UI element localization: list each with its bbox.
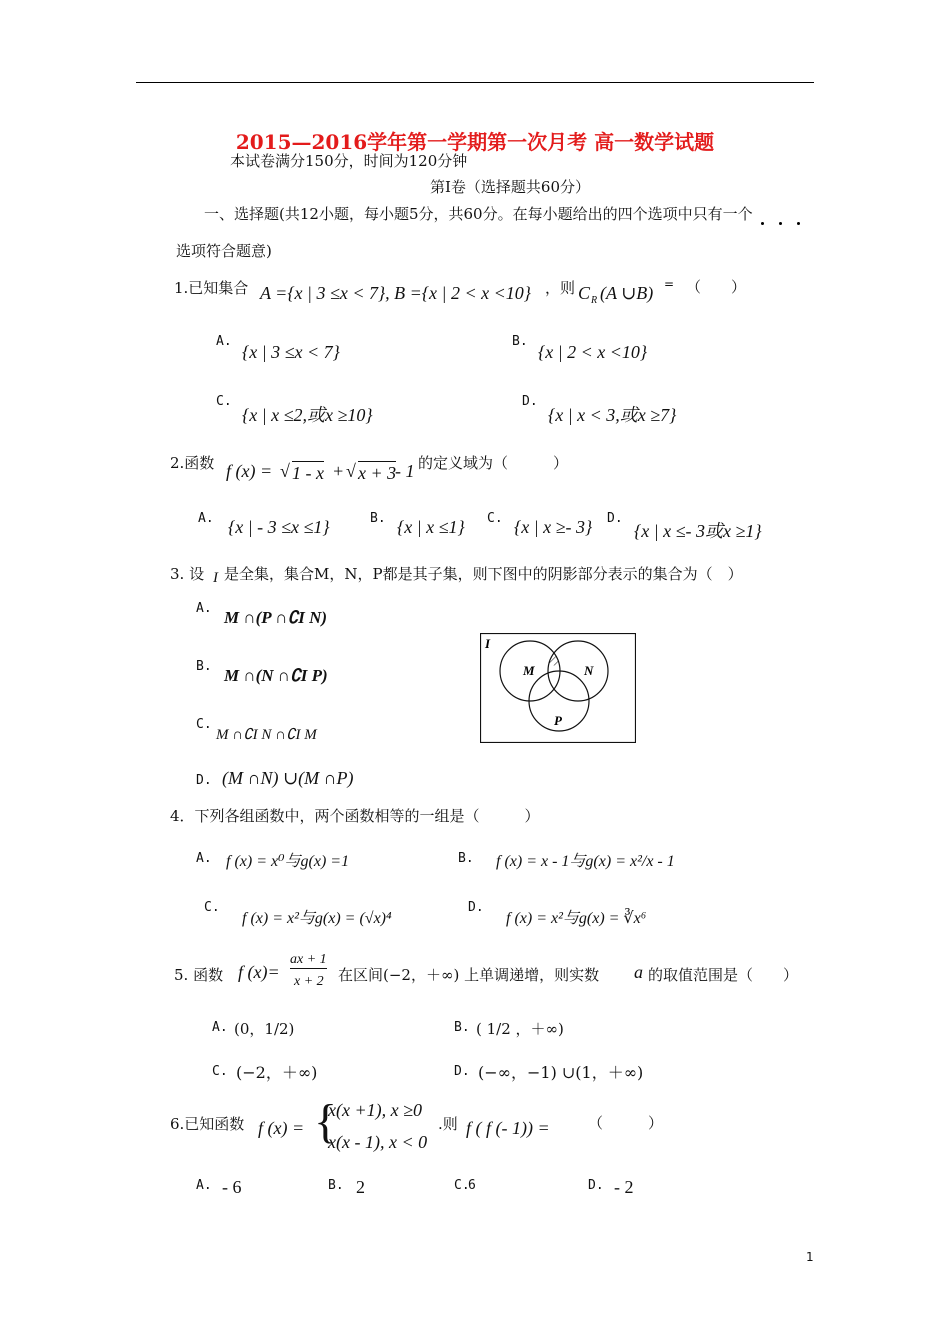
q1-target: C [578, 283, 591, 303]
exam-title: 2015—2016学年第一学期第一次月考 高一数学试题 [235, 130, 715, 154]
q4-option-d: f (x) = x²与g(x) = ∛x⁶ [506, 910, 647, 927]
q1-option-a-label: A. [216, 334, 232, 349]
venn-label-i: I [485, 636, 491, 651]
q5-stem-a: 5. 函数 [174, 966, 224, 984]
q2-radicand-1: 1 - x [292, 463, 324, 483]
venn-diagram [480, 633, 636, 743]
q4-option-a-label: A. [196, 851, 212, 866]
q2-option-c: {x | x ≥- 3} [514, 517, 593, 537]
q4-option-a: f (x) = x⁰与g(x) =1 [226, 853, 350, 870]
q6-case-2: x(x - 1), x < 0 [328, 1132, 428, 1152]
instructions-line-1: 一、选择题(共12小题，每小题5分，共60分。在每小题给出的四个选项中只有一个 [204, 205, 753, 223]
q5-stem-b: 在区间(−2，＋∞) 上单调递增，则实数 [338, 966, 600, 984]
q6-option-b: 2 [356, 1177, 365, 1197]
q2-option-b-label: B. [370, 511, 386, 526]
q3-option-c-label: C. [196, 717, 212, 732]
q5-option-c-label: C. [212, 1064, 228, 1079]
q5-a-var: a [634, 962, 643, 982]
q3-option-c: M ∩∁I N ∩∁I M [216, 727, 317, 743]
q3-option-b: M ∩(N ∩∁I P) [224, 666, 328, 685]
q1-option-c: {x | x ≤2,或x ≥10} [242, 405, 373, 425]
q4-option-c: f (x) = x²与g(x) = (√x)⁴ [242, 910, 392, 927]
q3-option-a-label: A. [196, 601, 212, 616]
q6-fx: f (x) = [258, 1118, 305, 1138]
q5-numerator: ax + 1 [290, 952, 327, 967]
q3-option-d: (M ∩N) ∪(M ∩P) [222, 768, 354, 788]
q5-option-c: (−2，＋∞) [236, 1063, 318, 1082]
q3-option-b-label: B. [196, 659, 212, 674]
q6-option-c: 6 [468, 1178, 476, 1193]
q3-stem-b: 是全集，集合M，N，P都是其子集，则下图中的阴影部分表示的集合为（ ） [224, 565, 743, 583]
header-rule [136, 82, 814, 83]
q3-option-a: M ∩(P ∩∁I N) [224, 608, 328, 627]
q2-fx: f (x) = [226, 461, 273, 481]
q1-equals: = [664, 277, 675, 291]
q2-option-b: {x | x ≤1} [397, 517, 465, 537]
q1-then: ，则 [545, 279, 576, 297]
q5-option-d: (−∞，−1) ∪(1，＋∞) [478, 1063, 644, 1082]
q3-option-d-label: D. [196, 773, 212, 788]
page-number: 1 [806, 1250, 814, 1264]
venn-label-p: P [554, 713, 562, 728]
q2-sqrt-sign-2: √ [346, 461, 356, 481]
emphasis-dot [761, 222, 764, 225]
q2-radicand-2: x + 3 [358, 463, 397, 483]
q2-rest: 的定义域为（ ） [418, 454, 569, 472]
q2-option-a: {x | - 3 ≤x ≤1} [228, 517, 330, 537]
q6-option-b-label: B. [328, 1178, 344, 1193]
q2-option-d-label: D. [607, 511, 623, 526]
q5-option-d-label: D. [454, 1064, 470, 1079]
q1-target-sub: R [591, 295, 598, 306]
q5-option-a: (0，1/2) [234, 1020, 295, 1038]
q1-stem: 1.已知集合 [174, 279, 249, 297]
q2-option-a-label: A. [198, 511, 214, 526]
q5-option-b: ( 1/2 ，＋∞) [476, 1020, 564, 1038]
q5-option-a-label: A. [212, 1020, 228, 1035]
q2-option-d: {x | x ≤- 3或x ≥1} [634, 521, 762, 541]
instructions-line-2: 选项符合题意) [176, 242, 272, 260]
section-heading: 第Ⅰ卷（选择题共60分） [430, 178, 591, 196]
q1-expression: A ={x | 3 ≤x < 7}, B ={x | 2 < x <10} [260, 283, 531, 303]
venn-label-m: M [523, 663, 535, 678]
q2-plus: + [332, 461, 345, 481]
q3-stem-a: 3. 设 [170, 565, 205, 583]
q6-option-d: - 2 [614, 1177, 634, 1197]
q4-option-b: f (x) = x - 1与g(x) = x²/x - 1 [496, 853, 675, 870]
q6-brace: { [314, 1095, 338, 1148]
q6-stem: 6.已知函数 [170, 1115, 245, 1133]
q1-option-d: {x | x < 3,或x ≥7} [548, 405, 677, 425]
q4-option-b-label: B. [458, 851, 474, 866]
q5-denominator: x + 2 [294, 974, 324, 989]
q6-case-1: x(x +1), x ≥0 [328, 1100, 422, 1120]
emphasis-dot [779, 222, 782, 225]
q5-fx: f (x)= [238, 962, 280, 982]
venn-label-n: N [584, 663, 594, 678]
q6-option-c-label: C. [454, 1178, 470, 1193]
q1-option-d-label: D. [522, 394, 538, 409]
q6-ask: f ( f (- 1)) = [466, 1118, 550, 1138]
q1-target-rest: (A ∪B) [600, 283, 654, 303]
q6-answer-paren: （ ） [588, 1114, 664, 1132]
q4-option-c-label: C. [204, 900, 220, 915]
q5-stem-c: 的取值范围是（ ） [648, 966, 799, 984]
q5-option-b-label: B. [454, 1020, 470, 1035]
q4-stem: 4．下列各组函数中，两个函数相等的一组是（ ） [170, 807, 540, 825]
q1-option-c-label: C. [216, 394, 232, 409]
q2-tail: - 1 [395, 461, 415, 481]
q1-option-b: {x | 2 < x <10} [538, 342, 648, 362]
q2-sqrt-sign-1: √ [280, 461, 290, 481]
q1-option-a: {x | 3 ≤x < 7} [242, 342, 340, 362]
q6-option-d-label: D. [588, 1178, 604, 1193]
q2-option-c-label: C. [487, 511, 503, 526]
q6-then: .则 [438, 1115, 458, 1133]
emphasis-dot [797, 222, 800, 225]
q4-option-d-label: D. [468, 900, 484, 915]
q2-stem: 2.函数 [170, 454, 215, 472]
q6-option-a: - 6 [222, 1177, 242, 1197]
q1-option-b-label: B. [512, 334, 528, 349]
exam-intro: 本试卷满分150分，时间为120分钟 [230, 152, 468, 170]
q3-universe-var: I [213, 570, 218, 586]
q6-option-a-label: A. [196, 1178, 212, 1193]
q1-answer-paren: （ ） [686, 278, 747, 296]
